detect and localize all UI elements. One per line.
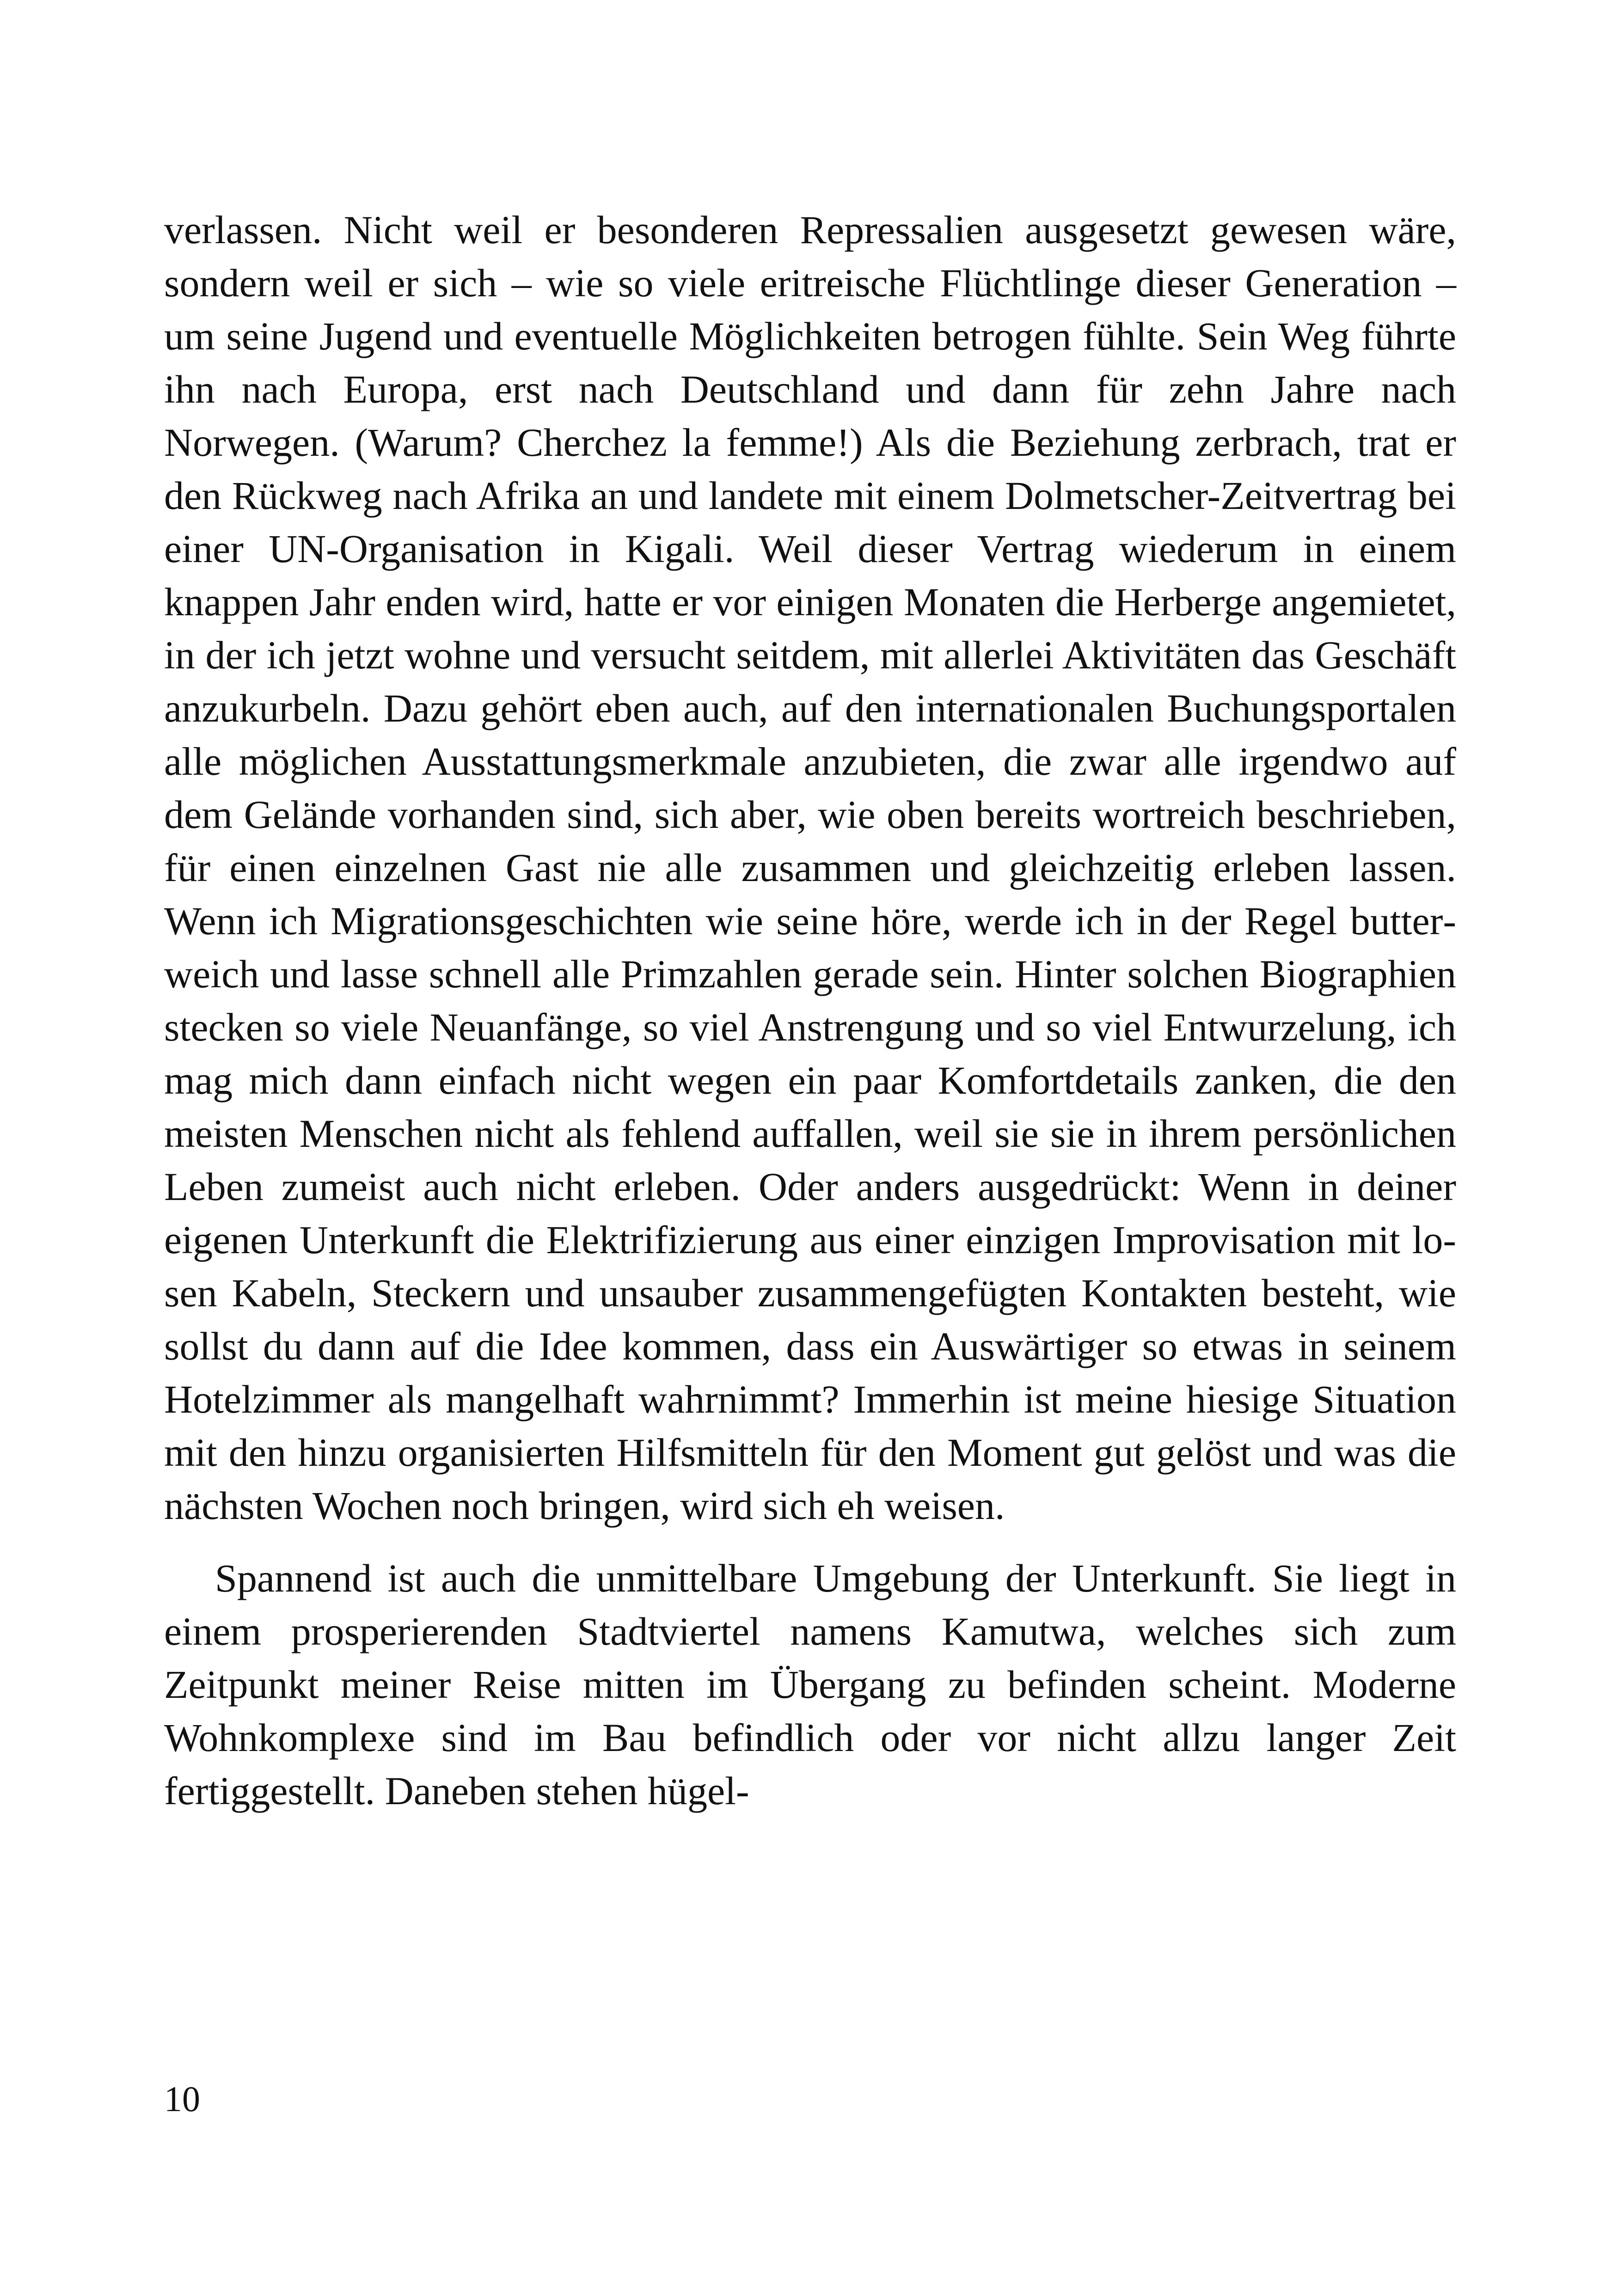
body-text xyxy=(164,203,1456,1818)
paragraph-1: verlassen. Nicht weil er besonderen Repressalien ausgesetzt gewesen wäre, sondern weil er sich – wie so viele eritreische Flüchtlinge dieser Generation – um seine Jugend und eventuelle Möglichkeiten betrogen fühlte. Sein Weg führte ihn nach Europa, erst nach Deutschland und dann für zehn Jahre nach Norwegen. (Warum? Cherchez la femme!) Als die Beziehung zerbrach, trat er den Rückweg nach Afrika an und landete mit einem Dolmetscher-Zeitvertrag bei einer UN-Organisation in Kigali. Weil dieser Vertrag wiederum in einem knappen Jahr enden wird, hatte er vor einigen Monaten die Herberge angemietet, in der ich jetzt wohne und versucht seitdem, mit allerlei Aktivitäten das Geschäft anzukurbeln. Dazu gehört eben auch, auf den internationalen Buchungsportalen alle möglichen Ausstattungsmerkmale anzubieten, die zwar alle irgendwo auf dem Gelände vorhanden sind, sich aber, wie oben bereits wortreich beschrieben, für einen einzelnen Gast nie alle zusammen und gleichzeitig erleben lassen. Wenn ich Migrationsgeschichten wie seine höre, werde ich in der Regel butterweich und lasse schnell alle Primzahlen gerade sein. Hinter solchen Biographien stecken so viele Neuanfänge, so viel Anstrengung und so viel Entwurzelung, ich mag mich dann einfach nicht wegen ein paar Komfortdetails zanken, die den meisten Menschen nicht als fehlend auffallen, weil sie sie in ihrem persönlichen Leben zumeist auch nicht erleben. Oder anders ausgedrückt: Wenn in deiner eigenen Unterkunft die Elektrifizierung aus einer einzigen Improvisation mit losen Kabeln, Steckern und unsauber zusammengefügten Kontakten besteht, wie sollst du dann auf die Idee kommen, dass ein Auswärtiger so etwas in seinem Hotelzimmer als mangelhaft wahrnimmt? Immerhin ist meine hiesige Situation mit den hinzu organisierten Hilfsmitteln für den Moment gut gelöst und was die nächsten Wochen noch bringen, wird sich eh weisen. xyxy=(164,208,1456,1528)
page-number: 10 xyxy=(164,2079,200,2119)
paragraph-2: Spannend ist auch die unmittelbare Umgebung der Unterkunft. Sie liegt in einem prosperierenden Stadtviertel namens Kamutwa, welches sich zum Zeitpunkt meiner Reise mitten im Übergang zu befinden scheint. Moderne Wohnkomplexe sind im Bau befindlich oder vor nicht allzu langer Zeit fertiggestellt. Daneben stehen hügel- xyxy=(164,1556,1456,1813)
